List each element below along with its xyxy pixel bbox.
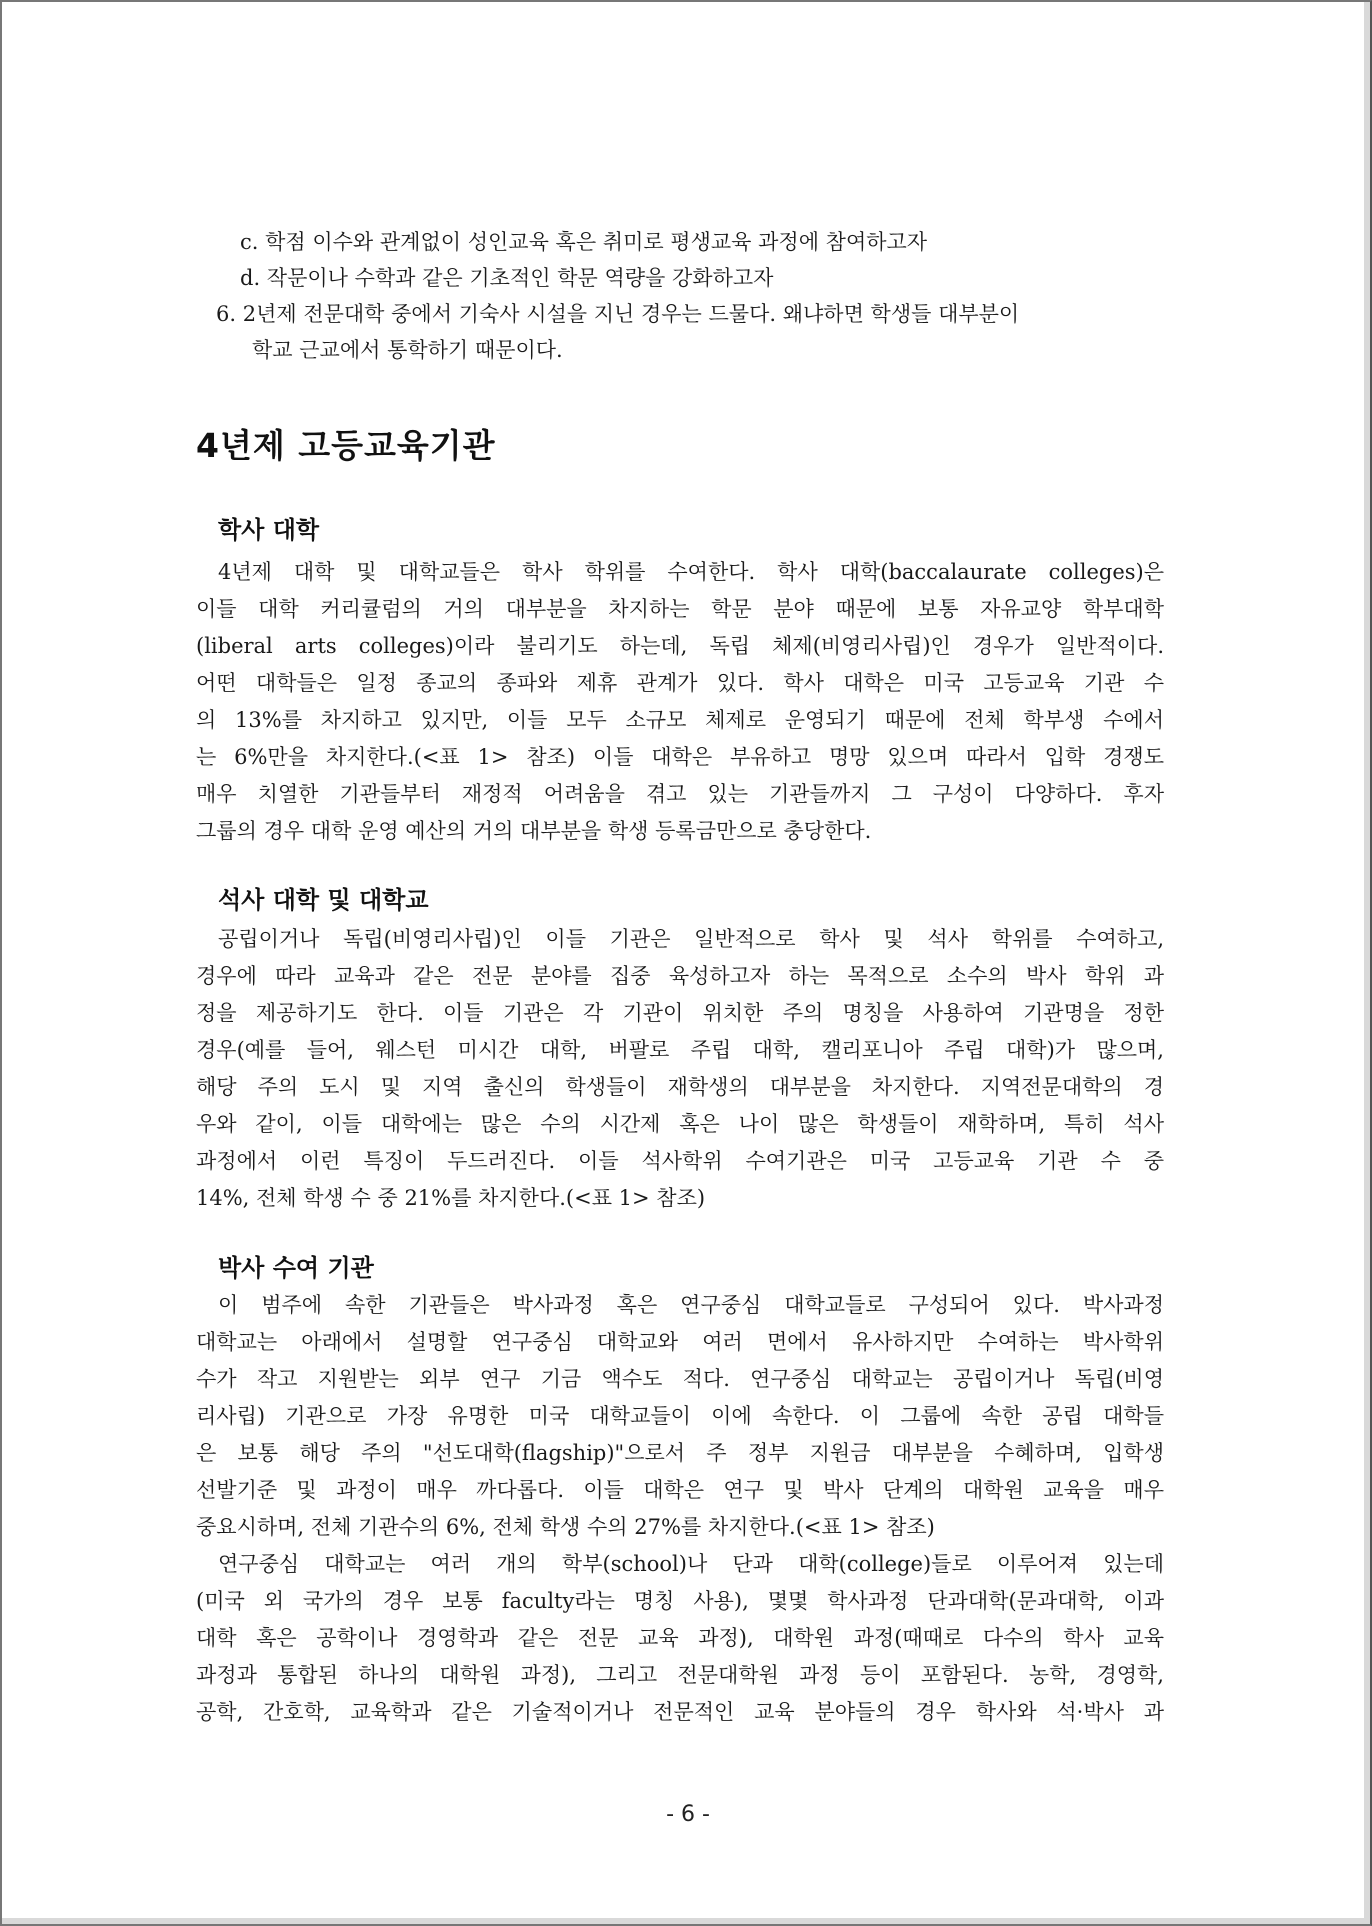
- paragraph-line: 14%, 전체 학생 수 중 21%를 차지한다.(<표 1> 참조): [196, 1186, 706, 1210]
- paragraph-line: 공립이거나 독립(비영리사립)인 이들 기관은 일반적으로 학사 및 석사 학위를 수여하고,: [218, 927, 1164, 951]
- paragraph-line: 어떤 대학들은 일정 종교의 종파와 제휴 관계가 있다. 학사 대학은 미국 고등교육 기관 수: [196, 671, 1164, 695]
- heading-doctoral: 박사 수여 기관: [218, 1254, 374, 1282]
- paragraph-line: 이들 대학 커리큘럼의 거의 대부분을 차지하는 학문 분야 때문에 보통 자유교양 학부대학: [196, 597, 1164, 621]
- page-number: - 6 -: [666, 1802, 710, 1827]
- paragraph-line: 리사립) 기관으로 가장 유명한 미국 대학교들이 이에 속한다. 이 그룹에 속한 공립 대학들: [196, 1404, 1164, 1428]
- paragraph-line: 대학 혹은 공학이나 경영학과 같은 전문 교육 과정), 대학원 과정(때때로 다수의 학사 교육: [196, 1626, 1164, 1650]
- paragraph-line: 과정과 통합된 하나의 대학원 과정), 그리고 전문대학원 과정 등이 포함된다. 농학, 경영학,: [196, 1663, 1164, 1687]
- paragraph-line: 경우에 따라 교육과 같은 전문 분야를 집중 육성하고자 하는 목적으로 소수의 박사 학위 과: [196, 964, 1164, 988]
- list-item-d: d. 작문이나 수학과 같은 기초적인 학문 역량을 강화하고자: [240, 266, 774, 290]
- paragraph-line: 경우(예를 들어, 웨스턴 미시간 대학, 버팔로 주립 대학, 캘리포니아 주립 대학)가 많으며,: [196, 1038, 1164, 1062]
- paragraph-line: 매우 치열한 기관들부터 재정적 어려움을 겪고 있는 기관들까지 그 구성이 다양하다. 후자: [196, 782, 1164, 806]
- paragraph-line: 수가 작고 지원받는 외부 연구 기금 액수도 적다. 연구중심 대학교는 공립이거나 독립(비영: [196, 1367, 1164, 1391]
- paragraph-line: 이 범주에 속한 기관들은 박사과정 혹은 연구중심 대학교들로 구성되어 있다. 박사과정: [218, 1293, 1164, 1317]
- list-item-c: c. 학점 이수와 관계없이 성인교육 혹은 취미로 평생교육 과정에 참여하고자: [240, 230, 928, 254]
- paragraph-line: (liberal arts colleges)이라 불리기도 하는데, 독립 체제(비영리사립)인 경우가 일반적이다.: [196, 634, 1164, 658]
- paragraph-line: 중요시하며, 전체 기관수의 6%, 전체 학생 수의 27%를 차지한다.(<표 1> 참조): [196, 1515, 935, 1539]
- paragraph-line: 정을 제공하기도 한다. 이들 기관은 각 기관이 위치한 주의 명칭을 사용하여 기관명을 정한: [196, 1001, 1164, 1025]
- paragraph-line: 대학교는 아래에서 설명할 연구중심 대학교와 여러 면에서 유사하지만 수여하는 박사학위: [196, 1330, 1164, 1354]
- list-item-6: 6. 2년제 전문대학 중에서 기숙사 시설을 지닌 경우는 드물다. 왜냐하면 학생들 대부분이: [216, 302, 1020, 326]
- paragraph-line: 선발기준 및 과정이 매우 까다롭다. 이들 대학은 연구 및 박사 단계의 대학원 교육을 매우: [196, 1478, 1164, 1502]
- paragraph-line: 우와 같이, 이들 대학에는 많은 수의 시간제 혹은 나이 많은 학생들이 재학하며, 특히 석사: [196, 1112, 1164, 1136]
- paragraph-line: 4년제 대학 및 대학교들은 학사 학위를 수여한다. 학사 대학(baccalaurate colleges)은: [218, 560, 1164, 584]
- paragraph-line: 는 6%만을 차지한다.(<표 1> 참조) 이들 대학은 부유하고 명망 있으며 따라서 입학 경쟁도: [196, 745, 1164, 769]
- heading-masters: 석사 대학 및 대학교: [218, 886, 429, 914]
- heading-baccalaureate: 학사 대학: [218, 516, 320, 544]
- paragraph-line: (미국 외 국가의 경우 보통 faculty라는 명칭 사용), 몇몇 학사과정 단과대학(문과대학, 이과: [196, 1589, 1164, 1613]
- paragraph-line: 그룹의 경우 대학 운영 예산의 거의 대부분을 학생 등록금만으로 충당한다.: [196, 819, 872, 843]
- paragraph-line: 은 보통 해당 주의 "선도대학(flagship)"으로서 주 정부 지원금 대부분을 수혜하며, 입학생: [196, 1441, 1164, 1465]
- paragraph-line: 과정에서 이런 특징이 두드러진다. 이들 석사학위 수여기관은 미국 고등교육 기관 수 중: [196, 1149, 1164, 1173]
- list-item-6-continued: 학교 근교에서 통학하기 때문이다.: [252, 338, 563, 362]
- paragraph-line: 해당 주의 도시 및 지역 출신의 학생들이 재학생의 대부분을 차지한다. 지역전문대학의 경: [196, 1075, 1164, 1099]
- section-title: 4년제 고등교육기관: [196, 426, 496, 465]
- paragraph-line: 의 13%를 차지하고 있지만, 이들 모두 소규모 체제로 운영되기 때문에 전체 학부생 수에서: [196, 708, 1164, 732]
- paragraph-line: 연구중심 대학교는 여러 개의 학부(school)나 단과 대학(college)들로 이루어져 있는데: [218, 1552, 1164, 1576]
- paragraph-line: 공학, 간호학, 교육학과 같은 기술적이거나 전문적인 교육 분야들의 경우 학사와 석·박사 과: [196, 1700, 1164, 1724]
